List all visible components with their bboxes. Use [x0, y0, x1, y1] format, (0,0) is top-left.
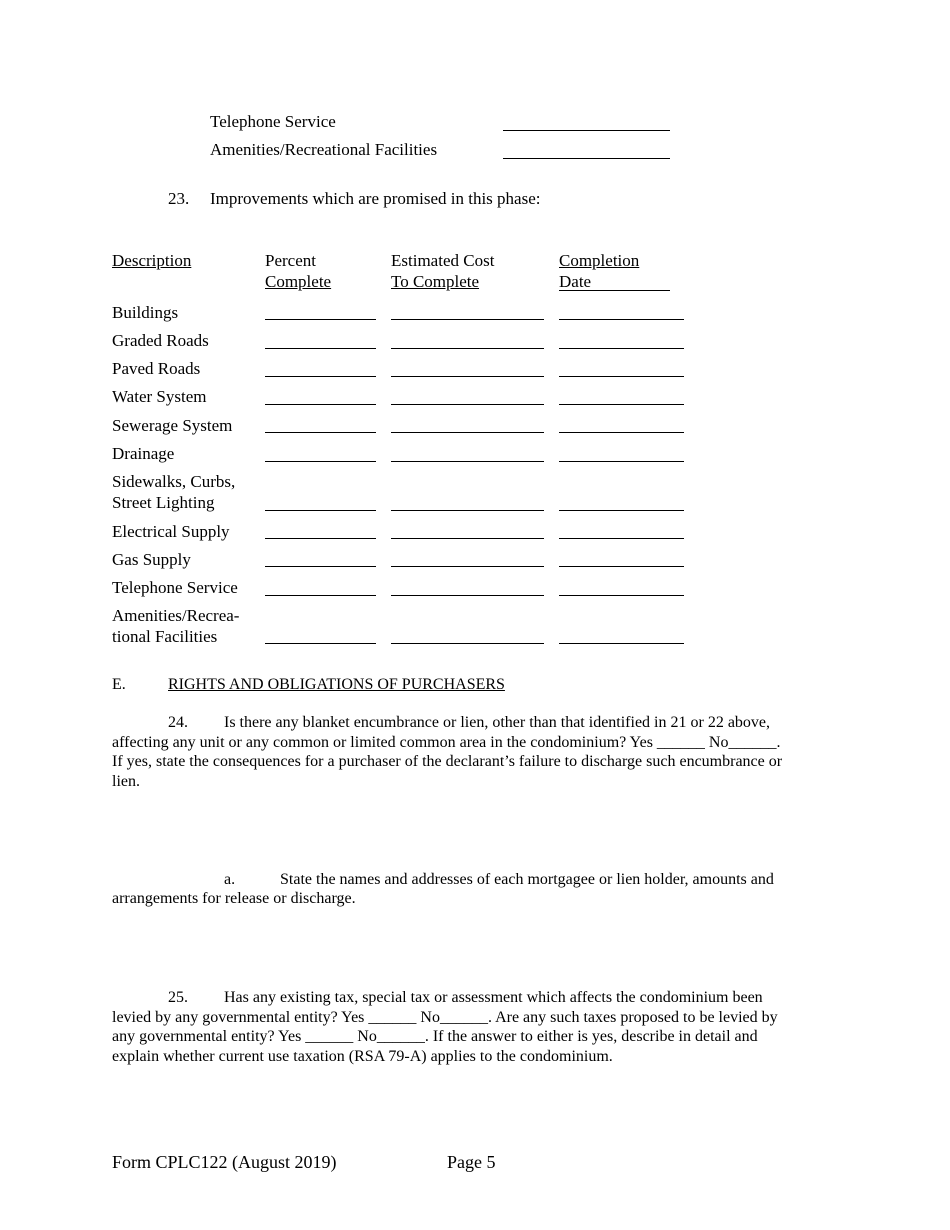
date-blank[interactable]: [559, 595, 684, 596]
date-blank[interactable]: [559, 432, 684, 433]
q24-line3: If yes, state the consequences for a purchaser of the declarant’s failure to discharge such encumbrance or: [112, 753, 783, 770]
utility-blank-amenities[interactable]: [503, 158, 670, 159]
q24-line1: Is there any blanket encumbrance or lien, other than that identified in 21 or 22 above,: [224, 714, 771, 731]
footer-page-number: Page 5: [447, 1152, 496, 1172]
q25-number: 25.: [168, 989, 188, 1006]
percent-blank[interactable]: [265, 538, 376, 539]
table-row-label: Sidewalks, Curbs,: [112, 472, 236, 491]
date-blank[interactable]: [559, 538, 684, 539]
q24a-letter: a.: [224, 871, 236, 888]
percent-blank[interactable]: [265, 595, 376, 596]
table-row-label: Graded Roads: [112, 331, 209, 350]
cost-blank[interactable]: [391, 376, 544, 377]
percent-blank[interactable]: [265, 461, 376, 462]
q25-line3: any governmental entity? Yes ______ No______. If the answer to either is yes, describe in detail and: [112, 1028, 758, 1045]
percent-blank[interactable]: [265, 376, 376, 377]
date-blank[interactable]: [559, 461, 684, 462]
q25-line2: levied by any governmental entity? Yes ______ No______. Are any such taxes proposed to be levied by: [112, 1009, 778, 1026]
table-row-label: Buildings: [112, 303, 179, 322]
header-cost-line1: Estimated Cost: [391, 251, 495, 270]
date-blank[interactable]: [559, 643, 684, 644]
date-blank[interactable]: [559, 404, 684, 405]
percent-blank[interactable]: [265, 319, 376, 320]
date-blank[interactable]: [559, 566, 684, 567]
table-row-label: Paved Roads: [112, 359, 201, 378]
header-description: Description: [112, 251, 192, 270]
header-date-underline: [559, 290, 670, 291]
utility-label-telephone: Telephone Service: [210, 112, 336, 131]
table-row-label: Telephone Service: [112, 578, 238, 597]
cost-blank[interactable]: [391, 538, 544, 539]
percent-blank[interactable]: [265, 643, 376, 644]
table-row-label: Electrical Supply: [112, 522, 230, 541]
q24-line4: lien.: [112, 773, 140, 790]
header-percent-line2: Complete: [265, 272, 332, 291]
table-row-label-line2: Street Lighting: [112, 493, 215, 512]
q25-line4: explain whether current use taxation (RSA 79-A) applies to the condominium.: [112, 1048, 613, 1065]
table-row-label: Gas Supply: [112, 550, 191, 569]
cost-blank[interactable]: [391, 348, 544, 349]
item-23-number: 23.: [168, 189, 190, 208]
header-date-line2: Date: [559, 272, 592, 291]
date-blank[interactable]: [559, 319, 684, 320]
utility-label-amenities: Amenities/Recreational Facilities: [210, 140, 438, 159]
cost-blank[interactable]: [391, 404, 544, 405]
header-percent-line1: Percent: [265, 251, 316, 270]
cost-blank[interactable]: [391, 643, 544, 644]
section-e-title: RIGHTS AND OBLIGATIONS OF PURCHASERS: [168, 676, 505, 693]
date-blank[interactable]: [559, 348, 684, 349]
cost-blank[interactable]: [391, 319, 544, 320]
section-e-letter: E.: [112, 676, 126, 693]
q25-line1: Has any existing tax, special tax or assessment which affects the condominium been: [224, 989, 763, 1006]
item-23-text: Improvements which are promised in this phase:: [210, 189, 541, 208]
header-cost-line2: To Complete: [391, 272, 480, 291]
percent-blank[interactable]: [265, 404, 376, 405]
table-row-label: Amenities/Recrea-: [112, 606, 240, 625]
q24a-line1: State the names and addresses of each mortgagee or lien holder, amounts and: [280, 871, 774, 888]
table-row-label-line2: tional Facilities: [112, 627, 218, 646]
cost-blank[interactable]: [391, 566, 544, 567]
cost-blank[interactable]: [391, 510, 544, 511]
percent-blank[interactable]: [265, 566, 376, 567]
header-date-line1: Completion: [559, 251, 640, 270]
utility-blank-telephone[interactable]: [503, 130, 670, 131]
percent-blank[interactable]: [265, 348, 376, 349]
percent-blank[interactable]: [265, 432, 376, 433]
date-blank[interactable]: [559, 510, 684, 511]
table-row-label: Water System: [112, 387, 207, 406]
q24-line2: affecting any unit or any common or limited common area in the condominium? Yes ______ No______.: [112, 734, 781, 751]
table-row-label: Sewerage System: [112, 416, 233, 435]
q24a-line2: arrangements for release or discharge.: [112, 890, 356, 907]
footer-form-id: Form CPLC122 (August 2019): [112, 1152, 337, 1172]
date-blank[interactable]: [559, 376, 684, 377]
cost-blank[interactable]: [391, 595, 544, 596]
q24-number: 24.: [168, 714, 188, 731]
cost-blank[interactable]: [391, 461, 544, 462]
cost-blank[interactable]: [391, 432, 544, 433]
percent-blank[interactable]: [265, 510, 376, 511]
table-row-label: Drainage: [112, 444, 175, 463]
